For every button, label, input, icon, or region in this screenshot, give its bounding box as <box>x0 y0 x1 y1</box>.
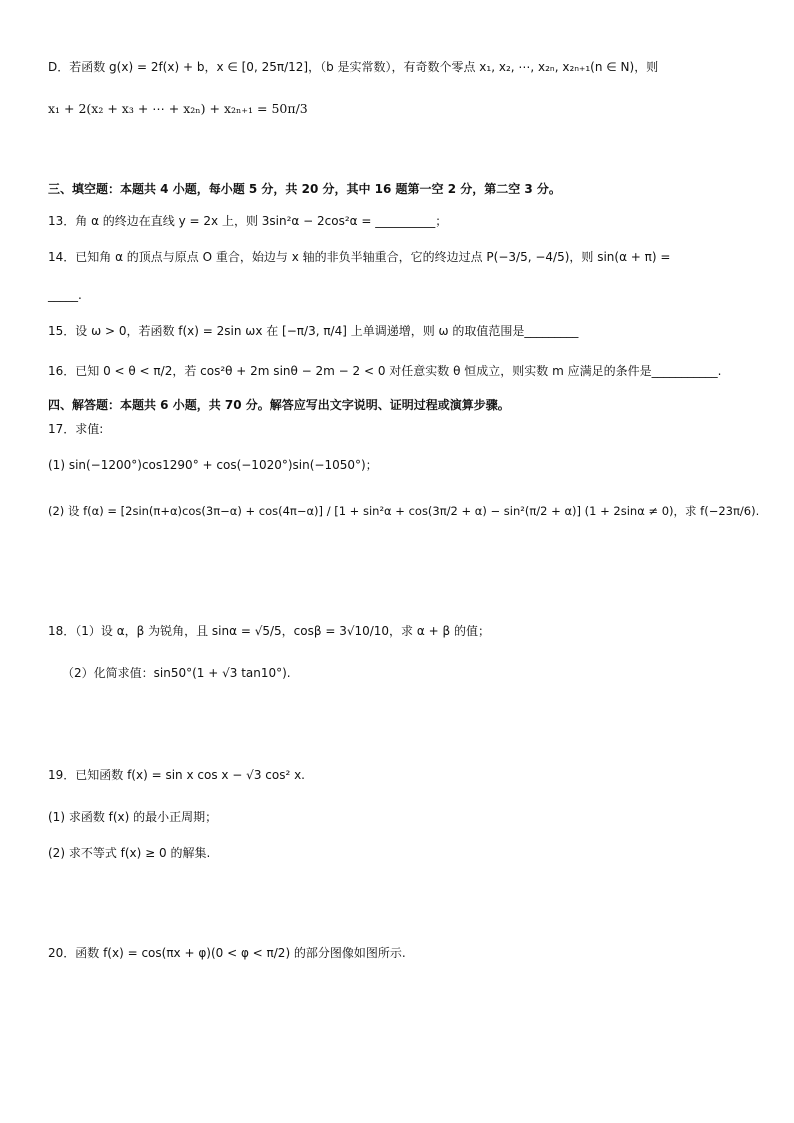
option-d-line-2: x₁ + 2(x₂ + x₃ + ⋯ + x₂ₙ) + x₂ₙ₊₁ = 50π/3 <box>48 101 308 116</box>
question-20: 20．函数 f(x) = cos(πx + φ)(0 < φ < π/2) 的部分图像如图所示. <box>48 946 406 960</box>
question-19-part-2: (2) 求不等式 f(x) ≥ 0 的解集. <box>48 846 211 860</box>
section-3-heading: 三、填空题：本题共 4 小题，每小题 5 分，共 20 分，其中 16 题第一空 2 分，第二空 3 分。 <box>48 182 561 196</box>
question-14-blank: _____. <box>48 288 82 302</box>
question-17: 17．求值: <box>48 422 104 436</box>
question-13: 13．角 α 的终边在直线 y = 2x 上，则 3sin²α − 2cos²α = __________； <box>48 214 448 228</box>
question-15: 15．设 ω > 0，若函数 f(x) = 2sin ωx 在 [−π/3, π/4] 上单调递增，则 ω 的取值范围是_________ <box>48 324 579 338</box>
question-17-part-2: (2) 设 f(α) = [2sin(π+α)cos(3π−α) + cos(4π−α)] / [1 + sin²α + cos(3π/2 + α) − sin²(π/2 + α)] (1 + 2sinα ≠ 0)，求 f(−23π/6). <box>48 504 760 518</box>
question-17-part-1: (1) sin(−1200°)cos1290° + cos(−1020°)sin(−1050°)； <box>48 458 378 472</box>
question-18-part-2: （2）化简求值：sin50°(1 + √3 tan10°). <box>62 666 291 680</box>
question-18-part-1: 18．（1）设 α，β 为锐角，且 sinα = √5/5，cosβ = 3√10/10，求 α + β 的值； <box>48 624 490 638</box>
section-4-heading: 四、解答题：本题共 6 小题，共 70 分。解答应写出文字说明、证明过程或演算步骤。 <box>48 398 510 412</box>
question-16: 16．已知 0 < θ < π/2，若 cos²θ + 2m sinθ − 2m − 2 < 0 对任意实数 θ 恒成立，则实数 m 应满足的条件是___________. <box>48 364 722 378</box>
question-19-part-1: (1) 求函数 f(x) 的最小正周期； <box>48 810 218 824</box>
option-d-line-1: D．若函数 g(x) = 2f(x) + b，x ∈ [0, 25π/12]，（b 是实常数），有奇数个零点 x₁, x₂, ⋯, x₂ₙ, x₂ₙ₊₁(n ∈ N)，则 <box>48 60 659 74</box>
question-19: 19．已知函数 f(x) = sin x cos x − √3 cos² x. <box>48 768 305 782</box>
question-14: 14．已知角 α 的顶点与原点 O 重合，始边与 x 轴的非负半轴重合，它的终边过点 P(−3/5, −4/5)，则 sin(α + π) = <box>48 250 671 264</box>
